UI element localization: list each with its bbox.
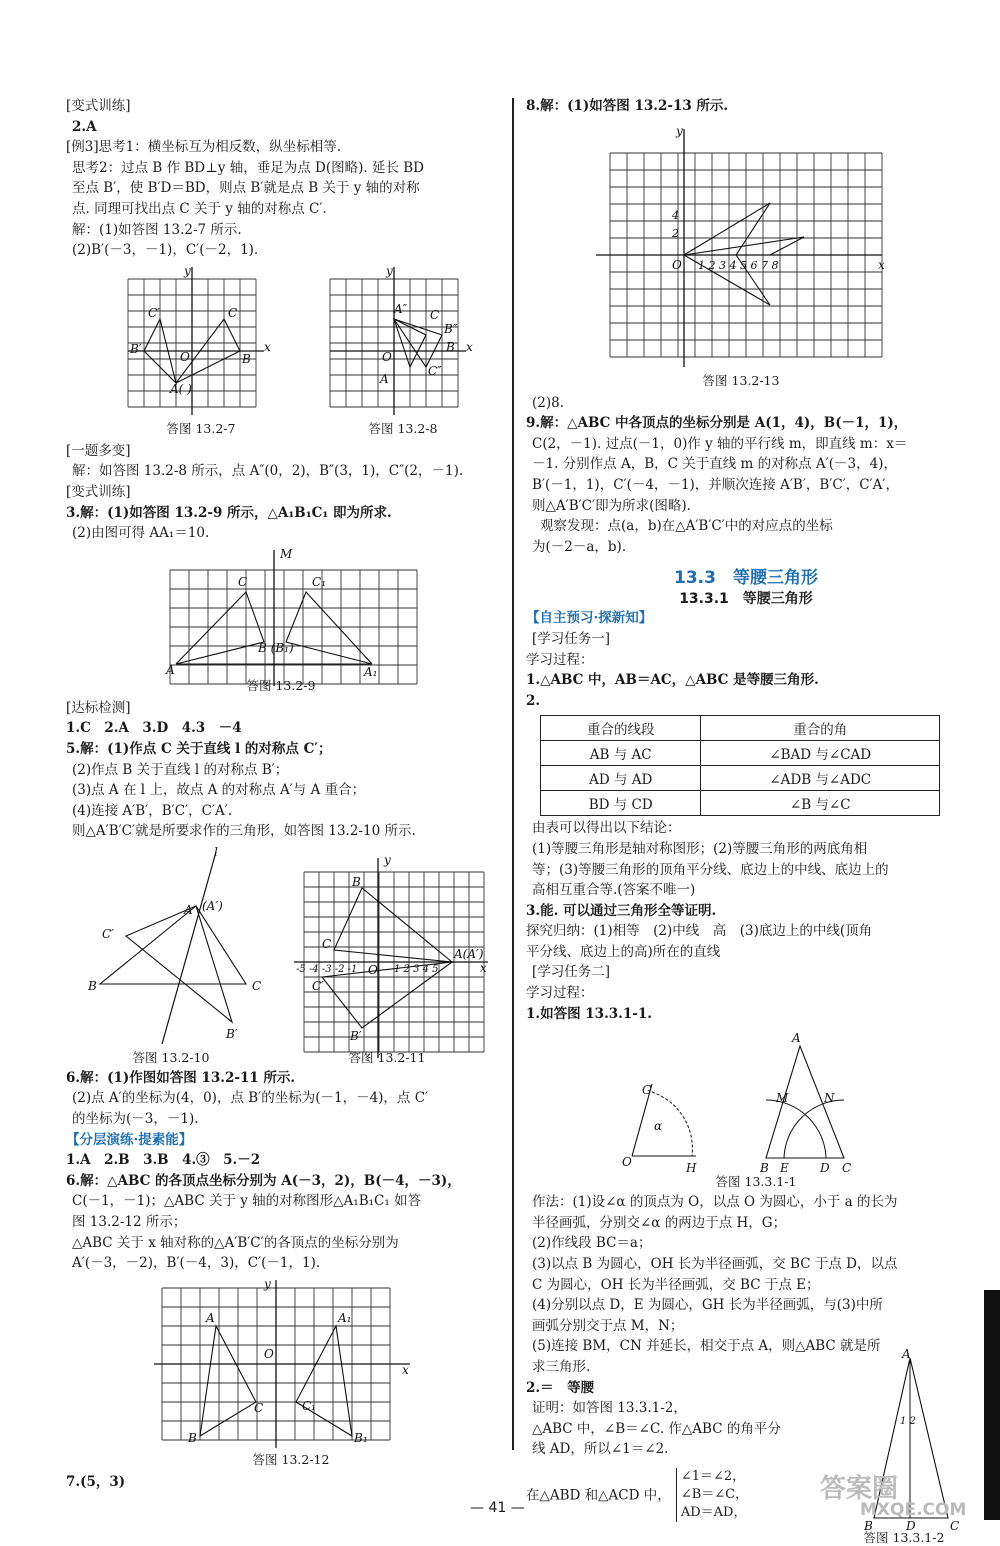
point-label: B′ (350, 1028, 362, 1043)
point-label: B (88, 978, 97, 993)
text-line: 3.解：(1)如答图 13.2-9 所示，△A₁B₁C₁ 即为所求. (66, 504, 392, 521)
point-label: y (264, 1276, 271, 1291)
figure-13-2-9 (66, 546, 504, 696)
table-cell: ∠BAD 与∠CAD (701, 741, 940, 766)
brace-line: ∠B＝∠C， (680, 1486, 749, 1502)
text-line: 解：(1)如答图 13.2-7 所示. (72, 221, 242, 238)
figure-13-2-12 (66, 1276, 504, 1470)
figure-13-2-10-and-11 (66, 844, 504, 1066)
text-line: 1.如答图 13.3.1-1. (526, 1005, 652, 1022)
text-line: 作法：(1)设∠α 的顶点为 O，以点 O 为圆心，小于 a 的长为 (532, 1194, 898, 1211)
triangle-shape (200, 1326, 256, 1436)
text-line: 画弧分别交于点 M，N； (532, 1317, 684, 1334)
point-label: C (238, 574, 248, 589)
point-label: A( ) (170, 381, 192, 396)
point-label: A (380, 371, 389, 386)
table-row (541, 716, 940, 741)
text-line: 证明：如答图 13.3.1-2， (532, 1400, 687, 1417)
figure-line (286, 592, 372, 664)
triangle-shape (100, 906, 246, 984)
point-label: 1 2 (900, 1415, 916, 1427)
figure-caption: 答图 13.2-9 (246, 677, 316, 693)
table-cell: ∠ADB 与∠ADC (701, 766, 940, 791)
point-label: O (382, 349, 392, 364)
point-label: O (180, 349, 190, 364)
text-line: 7.(5，3) (66, 1473, 126, 1490)
text-line: (2)B′(－3，－1)，C′(－2，1). (72, 242, 259, 259)
point-label: x (480, 960, 487, 975)
table-cell: AD 与 AD (541, 766, 701, 791)
text-line: 6.解：△ABC 的各顶点坐标分别为 A(－3，2)，B(－4，－3)， (66, 1172, 461, 1189)
text-line: 1.C 2.A 3.D 4.3 －4 (66, 720, 242, 737)
triangle-shape (296, 1326, 352, 1436)
text-line: C(－1，－1)；△ABC 关于 y 轴的对称图形△A₁B₁C₁ 如答 (72, 1193, 422, 1210)
text-line: [达标检测] (66, 699, 131, 716)
point-label: O (264, 1346, 274, 1361)
text-line: (2)8. (532, 394, 565, 411)
triangle-shape (334, 888, 452, 962)
text-line: △ABC 关于 x 轴对称的△A′B′C′的各顶点的坐标分别为 (72, 1234, 399, 1251)
point-label: A″ (394, 301, 408, 316)
point-label: B (242, 351, 251, 366)
watermark: MXQE.COM (860, 1500, 967, 1520)
text-line: 在△ABD 和△ACD 中， (526, 1487, 671, 1504)
section-heading: 【分层演练·提素能】 (66, 1131, 193, 1148)
point-label: N (824, 1091, 835, 1106)
point-label: x (878, 257, 885, 272)
point-label: 2 (672, 226, 679, 240)
text-line: C 为圆心，OH 长为半径画弧，交 BC 于点 E； (532, 1276, 820, 1293)
text-line: 高相互重合等.(答案不唯一) (532, 882, 696, 899)
point-label: H (686, 1161, 697, 1176)
point-label: C′ (148, 305, 160, 320)
text-line: 由表可以得出以下结论： (532, 820, 681, 837)
text-line: C(2，－1). 过点(－1，0)作 y 轴的平行线 m，即直线 m：x＝ (532, 435, 908, 452)
point-label: O (368, 962, 378, 977)
point-label: -5 -4 -3 -2 -1 (296, 963, 358, 975)
table-header: 重合的角 (701, 716, 940, 741)
text-line: 学习过程： (526, 651, 594, 668)
text-line: 2.A (72, 118, 97, 135)
table-row (541, 791, 940, 816)
figure-line (684, 203, 770, 255)
point-label: C (254, 1400, 264, 1415)
figure-row-7-8 (66, 263, 504, 439)
figure-caption: 答图 13.2-10 (132, 1049, 210, 1065)
point-label: 4 (672, 208, 679, 222)
figure-13-3-1-1 (526, 1026, 966, 1190)
text-line: 为(－2－a，b). (532, 538, 627, 555)
point-label: C (228, 305, 238, 320)
text-line: 等；(3)等腰三角形的顶角平分线、底边上的中线、底边上的 (532, 861, 889, 878)
text-line: (2)由图可得 AA₁＝10. (72, 525, 210, 542)
point-label: M (776, 1091, 789, 1106)
brace-line: ∠1＝∠2， (680, 1468, 746, 1484)
grid-13-2-9 (66, 546, 504, 696)
point-label: O (672, 257, 682, 272)
text-line: A′(－3，－2)，B′(－4，3)，C′(－1，1). (72, 1255, 321, 1272)
right-column (526, 96, 966, 1545)
point-label: B (352, 874, 361, 889)
text-line: [学习任务二] (532, 964, 611, 981)
point-label: C (950, 1518, 960, 1533)
point-label: 1 2 3 4 5 (394, 963, 439, 975)
text-line: △ABC 中，∠B＝∠C. 作△ABC 的角平分 (532, 1420, 781, 1437)
point-label: C (322, 936, 332, 951)
point-label: B (864, 1518, 873, 1533)
point-label: A (902, 1347, 911, 1361)
section-heading: 【自主预习·探新知】 (526, 610, 653, 627)
arc (784, 1100, 844, 1158)
text-line: 9.解：△ABC 中各顶点的坐标分别是 A(1，4)，B(－1，1)， (526, 415, 908, 432)
point-label: B₁ (354, 1430, 368, 1445)
comparison-table (540, 715, 940, 816)
table-row (541, 741, 940, 766)
text-line: B′(－1，1)，C′(－4，－1)，并顺次连接 A′B′，B′C′，C′A′， (532, 476, 899, 493)
point-label: A(A′) (454, 946, 484, 961)
text-line: 学习过程： (526, 985, 594, 1002)
text-line: 思考2：过点 B 作 BD⊥y 轴，垂足为点 D(图略). 延长 BD (72, 159, 425, 176)
point-label: A (206, 1310, 215, 1325)
figure-caption: 答图 13.3.1-1 (715, 1174, 797, 1190)
figure-caption: 答图 13.2-12 (252, 1451, 330, 1467)
text-line: [例3]思考1：横坐标互为相反数，纵坐标相等. (66, 139, 342, 156)
text-line: 至点 B′，使 B′D＝BD，则点 B′就是点 B 关于 y 轴的对称 (72, 180, 420, 197)
point-label: C (430, 307, 440, 322)
text-line: 1.△ABC 中，AB＝AC，△ABC 是等腰三角形. (526, 672, 819, 689)
grid-13-2-7 (66, 263, 504, 439)
text-line: 则△A′B′C′就是所要求作的三角形，如答图 13.2-10 所示. (72, 823, 416, 840)
construction-13-3-1-1 (526, 1026, 966, 1190)
text-line: 3.能. 可以通过三角形全等证明. (526, 902, 717, 919)
text-line: 1.A 2.B 3.B 4.③ 5.－2 (66, 1152, 261, 1169)
text-line: －1. 分别作点 A，B，C 关于直线 m 的对称点 A′(－3，4)， (532, 456, 897, 473)
point-label: D (820, 1161, 830, 1176)
watermark: 答案圈 (820, 1474, 899, 1504)
text-line: (3)点 A 在 l 上，故点 A 的对称点 A′与 A 重合； (72, 782, 366, 799)
point-label: M (280, 546, 293, 561)
point-label: B (446, 339, 455, 354)
point-label: B′ (130, 341, 142, 356)
point-label: C (842, 1161, 852, 1176)
point-label: B (760, 1161, 769, 1176)
column-divider (512, 98, 514, 1450)
text-line: (5)连接 BM，CN 并延长，相交于点 A，则△ABC 就是所 (532, 1338, 881, 1355)
point-label: A₁ (364, 664, 378, 679)
text-line: 5.解：(1)作点 C 关于直线 l 的对称点 C′； (66, 740, 332, 757)
brace-system (676, 1468, 748, 1522)
figure-caption: 答图 13.2-13 (702, 372, 780, 388)
point-label: C (252, 978, 262, 993)
point-label: B″ (444, 321, 458, 336)
text-line: (2)点 A′的坐标为(4，0)，点 B′的坐标为(－1，－4)，点 C′ (72, 1090, 429, 1107)
point-label: B (B₁) (258, 640, 294, 655)
figure-row-10-11 (66, 844, 504, 1066)
text-line: (2)作线段 BC＝a； (532, 1235, 652, 1252)
text-line: 观察发现：点(a，b)在△A′B′C′中的对应点的坐标 (540, 518, 833, 535)
point-label: x (402, 1362, 409, 1377)
text-line: 2.＝ 等腰 (526, 1379, 595, 1396)
text-line: 图 13.2-12 所示； (72, 1214, 187, 1231)
text-line: 解：如答图 13.2-8 所示，点 A″(0，2)，B″(3，1)，C″(2，－1). (72, 463, 464, 480)
table-cell: BD 与 CD (541, 791, 701, 816)
subsection-title: 13.3.1 等腰三角形 (679, 591, 813, 608)
text-line: [一题多变] (66, 442, 131, 459)
text-line: 6.解：(1)作图如答图 13.2-11 所示. (66, 1069, 296, 1086)
table-cell: ∠B 与∠C (701, 791, 940, 816)
point-label: x (264, 339, 271, 354)
point-label: 1 2 3 4 5 6 7 8 (698, 258, 779, 272)
triangle-shape (126, 906, 232, 1022)
point-label: C₁ (302, 1398, 316, 1413)
figure-caption: 答图 13.3.1-2 (863, 1529, 945, 1545)
table-cell: AB 与 AC (541, 741, 701, 766)
point-label: A (166, 662, 175, 677)
point-label: C″ (428, 363, 442, 378)
point-label: O (622, 1155, 632, 1170)
figure-caption: 答图 13.2-7 (166, 420, 236, 436)
text-line: (1)等腰三角形是轴对称图形；(2)等腰三角形的两底角相 (532, 840, 868, 857)
point-label: (A′) (202, 898, 223, 913)
left-column (66, 96, 504, 1492)
point-label: D (906, 1518, 916, 1533)
figure-line (684, 237, 804, 255)
page-number: — 41 — (470, 1500, 525, 1516)
point-label: y (384, 852, 391, 867)
point-label: y (184, 263, 191, 278)
point-label: B′ (226, 1026, 238, 1041)
text-line: 则△A′B′C′即为所求(图略). (532, 497, 691, 514)
text-line: (2)作点 B 关于直线 l 的对称点 B′； (72, 761, 289, 778)
text-line: (4)连接 A′B′，B′C′，C′A′. (72, 802, 233, 819)
text-line: 的坐标为(－3，－1). (72, 1111, 199, 1128)
point-label: E (780, 1161, 789, 1176)
point-label: A₁ (338, 1310, 352, 1325)
figure-caption: 答图 13.2-11 (348, 1049, 426, 1065)
text-line: 2. (526, 692, 541, 709)
text-line: [变式训练] (66, 483, 131, 500)
point-label: C′ (312, 978, 324, 993)
text-line: 求三角形. (532, 1359, 591, 1375)
text-line: 线 AD，所以∠1＝∠2. (532, 1441, 669, 1458)
figure-caption: 答图 13.2-8 (368, 420, 438, 436)
text-line: (4)分别以点 D，E 为圆心，GH 长为半径画弧，与(3)中所 (532, 1297, 883, 1314)
line-l (162, 852, 216, 1044)
brace-line: AD＝AD， (680, 1504, 747, 1520)
section-title: 13.3 等腰三角形 (674, 568, 818, 589)
point-label: B (188, 1430, 197, 1445)
point-label: l (214, 844, 218, 859)
text-line: 平分线、底边上的高)所在的直线 (526, 943, 721, 960)
point-label: x (466, 339, 473, 354)
text-line: 8.解：(1)如答图 13.2-13 所示. (526, 98, 729, 114)
point-label: A (792, 1031, 801, 1046)
figure-13-2-13 (526, 119, 966, 391)
point-label: C′ (102, 926, 114, 941)
text-line: 点. 同理可找出点 C 关于 y 轴的对称点 C′. (72, 200, 327, 217)
point-label: C₁ (312, 574, 326, 589)
text-line: 半径画弧，分别交∠α 的两边于点 H，G； (532, 1214, 787, 1231)
point-label: y (676, 123, 683, 138)
text-line: 探究归纳：(1)相等 (2)中线 高 (3)底边上的中线(顶角 (526, 923, 873, 940)
point-label: y (386, 263, 393, 278)
table-header: 重合的线段 (541, 716, 701, 741)
point-label: G (642, 1083, 652, 1098)
edge-mark (984, 1290, 1000, 1520)
text-line: [学习任务一] (532, 630, 611, 647)
text-line: [变式训练] (66, 98, 131, 114)
grid-13-2-13 (526, 119, 966, 391)
table-row (541, 766, 940, 791)
point-label: α (654, 1119, 663, 1134)
text-line: (3)以点 B 为圆心，OH 长为半径画弧，交 BC 于点 D，以点 (532, 1256, 898, 1273)
grid-13-2-12 (66, 1276, 504, 1470)
point-label: A (184, 902, 193, 917)
